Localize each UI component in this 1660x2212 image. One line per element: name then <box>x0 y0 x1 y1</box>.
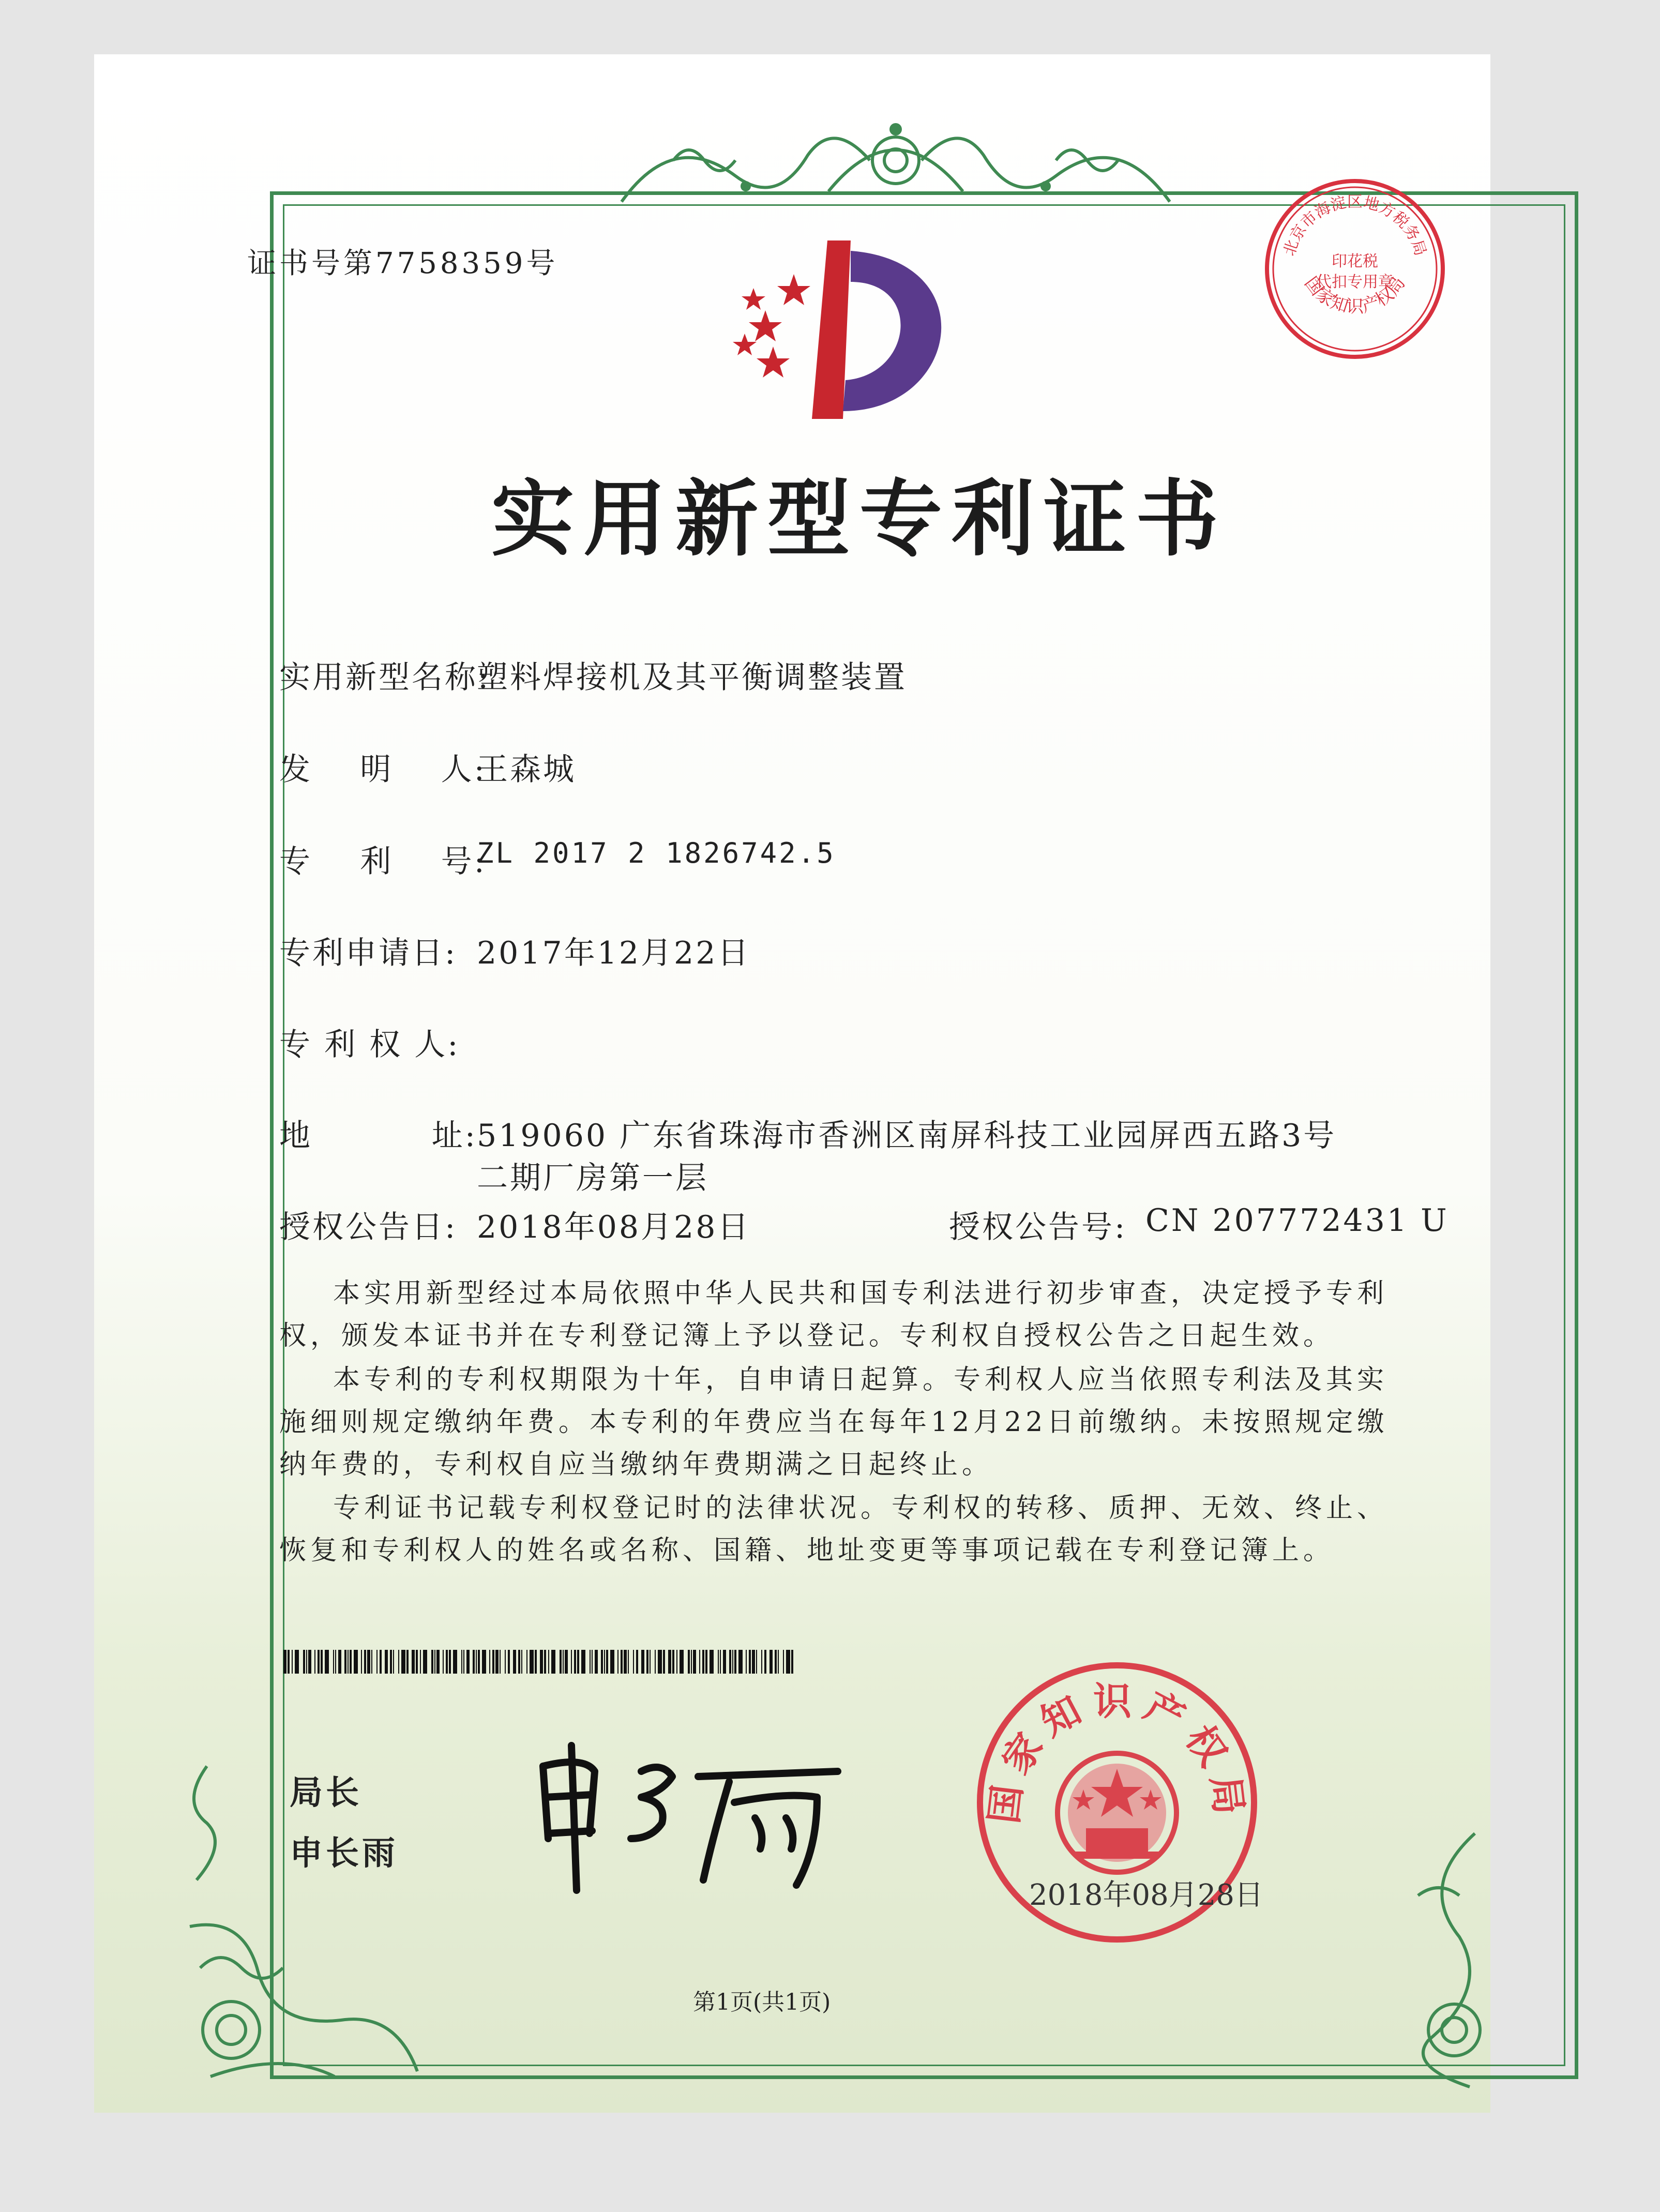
barcode-bar <box>308 1650 311 1674</box>
tax-stamp-inner-line1: 印花税 <box>1332 252 1378 270</box>
barcode-bar <box>500 1650 501 1674</box>
barcode-bar <box>443 1650 444 1674</box>
barcode-bar <box>463 1650 464 1674</box>
legal-paragraph-3: 专利证书记载专利权登记时的法律状况。专利权的转移、质押、无效、终止、恢复和专利权人的姓名或名称、国籍、地址变更等事项记载在专利登记簿上。 <box>279 1493 1389 1566</box>
barcode-bar <box>571 1650 572 1674</box>
barcode-bar <box>636 1650 638 1674</box>
barcode-bar <box>551 1650 555 1674</box>
barcode-bar <box>367 1650 370 1674</box>
address-label: 地 址: <box>279 1118 477 1154</box>
barcode-bar <box>732 1650 733 1674</box>
national-emblem <box>1058 1753 1176 1872</box>
barcode-bar <box>752 1650 755 1674</box>
barcode-bar <box>348 1650 349 1674</box>
barcode-bar <box>680 1650 684 1674</box>
barcode-bar <box>693 1650 696 1674</box>
patent-office-logo <box>716 240 954 424</box>
director-name: 申长雨 <box>290 1834 398 1873</box>
barcode-bar <box>473 1650 475 1674</box>
tax-stamp-inner-line2: 代扣专用章 <box>1316 273 1394 291</box>
barcode-bar <box>738 1650 743 1674</box>
address-line-2: 二期厂房第一层 <box>477 1160 708 1196</box>
barcode-bar <box>453 1650 457 1674</box>
barcode-bar <box>420 1650 421 1674</box>
barcode-bar <box>676 1650 677 1674</box>
filing-date-label: 专利申请日: <box>279 935 458 971</box>
barcode-bar <box>321 1650 323 1674</box>
grant-date-label: 授权公告日: <box>279 1209 458 1245</box>
barcode-bar <box>699 1650 700 1674</box>
barcode-bar <box>518 1650 520 1674</box>
barcode-bar <box>628 1650 629 1674</box>
barcode-bar <box>778 1650 779 1674</box>
barcode-bar <box>641 1650 644 1674</box>
barcode-bar <box>560 1650 562 1674</box>
barcode-bar <box>325 1650 329 1674</box>
barcode-bar <box>406 1650 409 1674</box>
barcode-bar <box>364 1650 366 1674</box>
barcode-bar <box>398 1650 399 1674</box>
barcode-bar <box>705 1650 707 1674</box>
barcode-bar <box>530 1650 534 1674</box>
barcode-bar <box>354 1650 358 1674</box>
barcode-bar <box>535 1650 537 1674</box>
barcode-bar <box>617 1650 618 1674</box>
barcode-bar <box>761 1650 762 1674</box>
tax-stamp <box>1262 176 1448 362</box>
barcode-bar <box>606 1650 608 1674</box>
barcode-bar <box>663 1650 665 1674</box>
barcode-bar <box>318 1650 320 1674</box>
barcode-bar <box>489 1650 490 1674</box>
barcode-bar <box>563 1650 564 1674</box>
barcode-bar <box>393 1650 394 1674</box>
patentee-label: 专 利 权 人: <box>279 1027 460 1063</box>
utility-model-name-label: 实用新型名称: <box>279 659 491 696</box>
barcode-bar <box>335 1650 336 1674</box>
barcode-bar <box>646 1650 648 1674</box>
director-title: 局长 <box>290 1774 362 1812</box>
utility-model-name-value: 塑料焊接机及其平衡调整装置 <box>477 659 907 696</box>
barcode-bar <box>610 1650 614 1674</box>
barcode-bar <box>746 1650 747 1674</box>
barcode-bar <box>333 1650 334 1674</box>
barcode-bar <box>466 1650 470 1674</box>
barcode-bar <box>449 1650 451 1674</box>
barcode-bar <box>380 1650 382 1674</box>
barcode-bar <box>655 1650 656 1674</box>
director-signature <box>527 1735 858 1901</box>
barcode-bar <box>688 1650 690 1674</box>
barcode-bar <box>303 1650 305 1674</box>
tax-stamp-outer-text: 北京市海淀区地方税务局 <box>1280 193 1430 259</box>
barcode-bar <box>461 1650 462 1674</box>
barcode-bar <box>565 1650 568 1674</box>
barcode-bar <box>350 1650 352 1674</box>
barcode-bar <box>601 1650 603 1674</box>
patent-number-value: ZL 2017 2 1826742.5 <box>477 837 836 869</box>
inventor-value: 王森城 <box>477 751 576 788</box>
page-indicator: 第1页(共1页) <box>693 1989 831 2015</box>
barcode-bar <box>723 1650 726 1674</box>
address-line-1: 519060 广东省珠海市香洲区南屏科技工业园屏西五路3号 <box>477 1118 1337 1154</box>
barcode-bar <box>508 1650 510 1674</box>
barcode-bar <box>361 1650 362 1674</box>
barcode-bar <box>540 1650 543 1674</box>
barcode-bar <box>431 1650 433 1674</box>
barcode-bar <box>720 1650 721 1674</box>
barcode-bar <box>306 1650 307 1674</box>
barcode-bar <box>412 1650 415 1674</box>
barcode-bar <box>478 1650 480 1674</box>
barcode-bar <box>775 1650 777 1674</box>
barcode-bar <box>492 1650 494 1674</box>
barcode-bar <box>416 1650 418 1674</box>
top-ornament <box>611 98 1180 222</box>
page-title: 实用新型专利证书 <box>491 470 1228 567</box>
barcode-bar <box>577 1650 579 1674</box>
barcode-bar <box>283 1650 286 1674</box>
grant-number-label: 授权公告号: <box>949 1209 1127 1245</box>
barcode-bar <box>476 1650 477 1674</box>
barcode-bar <box>344 1650 346 1674</box>
barcode-bar <box>513 1650 516 1674</box>
certificate-number: 证书号第7758359号 <box>247 247 559 280</box>
tax-stamp-bottom-text: 国家知识产权局 <box>1300 273 1410 318</box>
barcode-bar <box>710 1650 714 1674</box>
barcode-bar <box>436 1650 440 1674</box>
barcode-bar <box>791 1650 793 1674</box>
barcode-bar <box>526 1650 527 1674</box>
barcode-bar <box>505 1650 506 1674</box>
barcode-bar <box>650 1650 651 1674</box>
barcode-bar <box>314 1650 315 1674</box>
barcode-bar <box>495 1650 499 1674</box>
patent-number-label: 专 利 号: <box>279 844 487 880</box>
svg-text:北京市海淀区地方税务局 <box>1280 193 1430 258</box>
barcode-bar <box>446 1650 448 1674</box>
barcode-bar <box>401 1650 405 1674</box>
barcode-bar <box>371 1650 372 1674</box>
barcode <box>283 1650 801 1674</box>
barcode-bar <box>658 1650 662 1674</box>
barcode-bar <box>702 1650 704 1674</box>
bottom-right-ornament <box>1397 1823 1490 2092</box>
barcode-bar <box>338 1650 341 1674</box>
barcode-bar <box>288 1650 290 1674</box>
legal-paragraph-2: 本专利的专利权期限为十年，自申请日起算。专利权人应当依照专利法及其实施细则规定缴纳年费。本专利的年费应当在每年12月22日前缴纳。未按照规定缴纳年费的，专利权自应当缴纳年费期满之日起终止。 <box>279 1364 1389 1480</box>
barcode-bar <box>292 1650 293 1674</box>
barcode-bar <box>624 1650 627 1674</box>
bottom-left-ornament <box>179 1906 428 2092</box>
barcode-bar <box>729 1650 731 1674</box>
barcode-bar <box>482 1650 486 1674</box>
barcode-bar <box>521 1650 522 1674</box>
barcode-bar <box>633 1650 634 1674</box>
barcode-bar <box>769 1650 773 1674</box>
seal-date: 2018年08月28日 <box>1029 1878 1264 1912</box>
barcode-bar <box>756 1650 757 1674</box>
sipo-seal-text: 国家知识产权局 <box>982 1679 1252 1826</box>
barcode-bar <box>548 1650 549 1674</box>
grant-date-value: 2018年08月28日 <box>477 1209 751 1245</box>
barcode-bar <box>592 1650 593 1674</box>
barcode-bar <box>786 1650 790 1674</box>
barcode-bar <box>595 1650 598 1674</box>
barcode-bar <box>621 1650 623 1674</box>
inventor-label: 发 明 人: <box>279 751 487 788</box>
barcode-bar <box>672 1650 674 1674</box>
grant-number-value: CN 207772431 U <box>1145 1202 1449 1239</box>
left-side-ornament <box>176 1761 222 1885</box>
barcode-bar <box>734 1650 736 1674</box>
barcode-bar <box>376 1650 378 1674</box>
filing-date-value: 2017年12月22日 <box>477 935 751 971</box>
barcode-bar <box>295 1650 299 1674</box>
barcode-bar <box>544 1650 546 1674</box>
barcode-bar <box>574 1650 576 1674</box>
barcode-bar <box>590 1650 591 1674</box>
barcode-bar <box>434 1650 435 1674</box>
barcode-bar <box>764 1650 766 1674</box>
barcode-bar <box>423 1650 427 1674</box>
barcode-bar <box>581 1650 585 1674</box>
barcode-bar <box>749 1650 751 1674</box>
barcode-bar <box>783 1650 784 1674</box>
barcode-bar <box>390 1650 392 1674</box>
barcode-bar <box>385 1650 388 1674</box>
barcode-bar <box>718 1650 719 1674</box>
barcode-bar <box>691 1650 692 1674</box>
legal-paragraph-1: 本实用新型经过本局依照中华人民共和国专利法进行初步审查，决定授予专利权，颁发本证书并在专利登记簿上予以登记。专利权自授权公告之日起生效。 <box>279 1278 1389 1351</box>
barcode-bar <box>668 1650 671 1674</box>
barcode-bar <box>604 1650 605 1674</box>
